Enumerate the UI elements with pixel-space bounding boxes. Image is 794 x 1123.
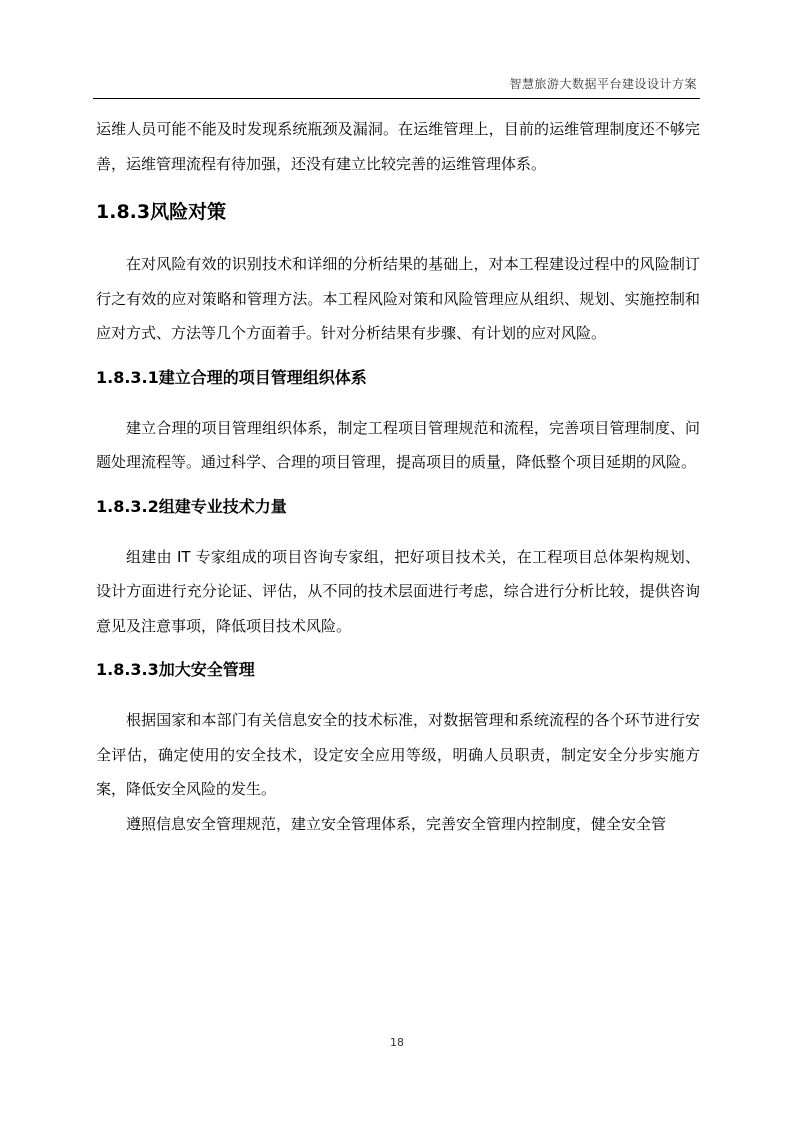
paragraph-technical: 组建由 IT 专家组成的项目咨询专家组，把好项目技术关，在工程项目总体架构规划、设计方面进行充分论证、评估，从不同的技术层面进行考虑，综合进行分析比较，提供咨询意见及注意事项，降低项目技术风险。 [96, 547, 700, 635]
section-heading-1-8-3: 1.8.3风险对策 [96, 201, 227, 223]
header-title: 智慧旅游大数据平台建设设计方案 [509, 77, 697, 91]
subsection-heading-1-8-3-3: 1.8.3.3加大安全管理 [96, 660, 255, 679]
subsection-heading-1-8-3-2: 1.8.3.2组建专业技术力量 [96, 496, 287, 516]
paragraph-risk-intro: 在对风险有效的识别技术和详细的分析结果的基础上，对本工程建设过程中的风险制订行之有效的应对策略和管理方法。本工程风险对策和风险管理应从组织、规划、实施控制和应对方式、方法等几个方面着手。针对分析结果有步骤、有计划的应对风险。 [96, 255, 700, 342]
paragraph-organization: 建立合理的项目管理组织体系，制定工程项目管理规范和流程，完善项目管理制度、问题处理流程等。通过科学、合理的项目管理，提高项目的质量，降低整个项目延期的风险。 [96, 418, 700, 471]
paragraph-security: 根据国家和本部门有关信息安全的技术标准，对数据管理和系统流程的各个环节进行安全评估，确定使用的安全技术，设定安全应用等级，明确人员职责，制定安全分步实施方案，降低安全风险的发生。 [96, 711, 700, 798]
paragraph-continuation: 运维人员可能不能及时发现系统瓶颈及漏洞。在运维管理上，目前的运维管理制度还不够完善，运维管理流程有待加强，还没有建立比较完善的运维管理体系。 [96, 120, 700, 173]
page-header [93, 72, 700, 99]
document-body [96, 112, 700, 841]
subsection-heading-1-8-3-1: 1.8.3.1建立合理的项目管理组织体系 [96, 367, 367, 387]
paragraph-security-cont: 遵照信息安全管理规范，建立安全管理体系，完善安全管理内控制度，健全安全管 [126, 814, 667, 833]
page-number: 18 [390, 1036, 404, 1049]
